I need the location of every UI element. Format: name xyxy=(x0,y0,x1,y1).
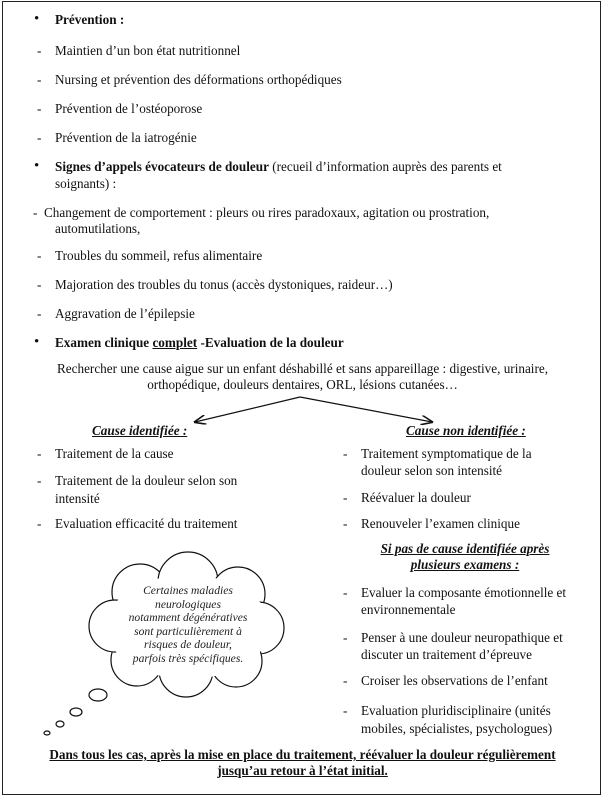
list-item-cont: mobiles, spécialistes, psychologues) xyxy=(361,721,553,736)
footer-line2: jusqu’au retour à l’état initial. xyxy=(217,763,388,778)
footer-line1: Dans tous les cas, après la mise en place du traitement, réévaluer la douleur régulièrement xyxy=(49,747,556,762)
dash: - xyxy=(37,473,42,488)
subheading-line2: plusieurs examens : xyxy=(410,557,520,572)
list-item: Aggravation de l’épilepsie xyxy=(55,306,195,321)
list-item: Renouveler l’examen clinique xyxy=(361,516,520,531)
footer-note xyxy=(10,747,595,779)
bullet: • xyxy=(34,11,40,27)
dash: - xyxy=(343,516,348,531)
section-title-prevention: Prévention : xyxy=(55,12,125,27)
dash: - xyxy=(37,306,42,321)
dash: - xyxy=(37,43,42,58)
cloud-line: sont particulièrement à xyxy=(134,624,242,638)
dash: - xyxy=(343,630,348,645)
bullet: • xyxy=(34,334,40,350)
list-item-cont: discuter un traitement d’épreuve xyxy=(361,647,532,662)
list-item: Nursing et prévention des déformations orthopédiques xyxy=(55,72,342,87)
cloud-line: neurologiques xyxy=(155,597,221,611)
examen-intro-line2: orthopédique, douleurs dentaires, ORL, lésions cutanées… xyxy=(147,377,458,392)
list-item-cont: environnementale xyxy=(361,602,456,617)
dash: - xyxy=(37,277,42,292)
list-item: Evaluer la composante émotionnelle et xyxy=(361,585,567,600)
list-item: Penser à une douleur neuropathique et xyxy=(361,630,563,645)
list-item: Majoration des troubles du tonus (accès dystoniques, raideur…) xyxy=(55,277,393,292)
examen-intro-line1: Rechercher une cause aigue sur un enfant déshabillé et sans appareillage : digestive, urinaire, xyxy=(56,361,549,376)
heading-cause-identifiee: Cause identifiée : xyxy=(92,423,188,438)
dash: - xyxy=(343,703,348,718)
cloud-line: Certaines maladies xyxy=(143,584,233,597)
list-item: Changement de comportement : pleurs ou rires paradoxaux, agitation ou prostration, xyxy=(44,205,490,220)
list-item: Evaluation efficacité du traitement xyxy=(55,516,238,531)
list-item: Prévention de l’ostéoporose xyxy=(55,101,203,116)
dash: - xyxy=(37,130,42,145)
section-title-signes: Signes d’appels évocateurs de douleur (recueil d’information auprès des parents et xyxy=(55,159,502,174)
cloud-line: notamment dégénératives xyxy=(128,611,248,625)
dash: - xyxy=(343,490,348,505)
dash: - xyxy=(343,585,348,600)
list-item-cont: automutilations, xyxy=(55,221,141,236)
list-item: Prévention de la iatrogénie xyxy=(55,130,197,145)
list-item: Maintien d’un bon état nutritionnel xyxy=(55,43,241,58)
bullet: • xyxy=(34,158,40,174)
dash: - xyxy=(343,673,348,688)
cloud-text xyxy=(123,584,253,666)
list-item: Croiser les observations de l’enfant xyxy=(361,673,548,688)
cloud-line: risques de douleur, xyxy=(144,638,232,652)
list-item-cont: intensité xyxy=(55,491,100,506)
dash: - xyxy=(37,101,42,116)
dash: - xyxy=(33,205,38,220)
section-title-examen: Examen clinique complet -Evaluation de la douleur xyxy=(55,335,344,350)
list-item: Troubles du sommeil, refus alimentaire xyxy=(55,248,263,263)
dash: - xyxy=(343,446,348,461)
list-item: Traitement de la douleur selon son xyxy=(55,473,238,488)
list-item: Réévaluer la douleur xyxy=(361,490,471,505)
list-item: Traitement symptomatique de la xyxy=(361,446,532,461)
list-item-cont: douleur selon son intensité xyxy=(361,463,503,478)
section-title-signes-line2: soignants) : xyxy=(55,176,117,191)
dash: - xyxy=(37,72,42,87)
list-item: Traitement de la cause xyxy=(55,446,174,461)
heading-cause-non-identifiee: Cause non identifiée : xyxy=(406,423,526,438)
subheading-line1: Si pas de cause identifiée après xyxy=(380,541,550,556)
list-item: Evaluation pluridisciplinaire (unités xyxy=(361,703,551,718)
dash: - xyxy=(37,516,42,531)
dash: - xyxy=(37,248,42,263)
dash: - xyxy=(37,446,42,461)
cloud-line: parfois très spécifiques. xyxy=(132,651,244,665)
